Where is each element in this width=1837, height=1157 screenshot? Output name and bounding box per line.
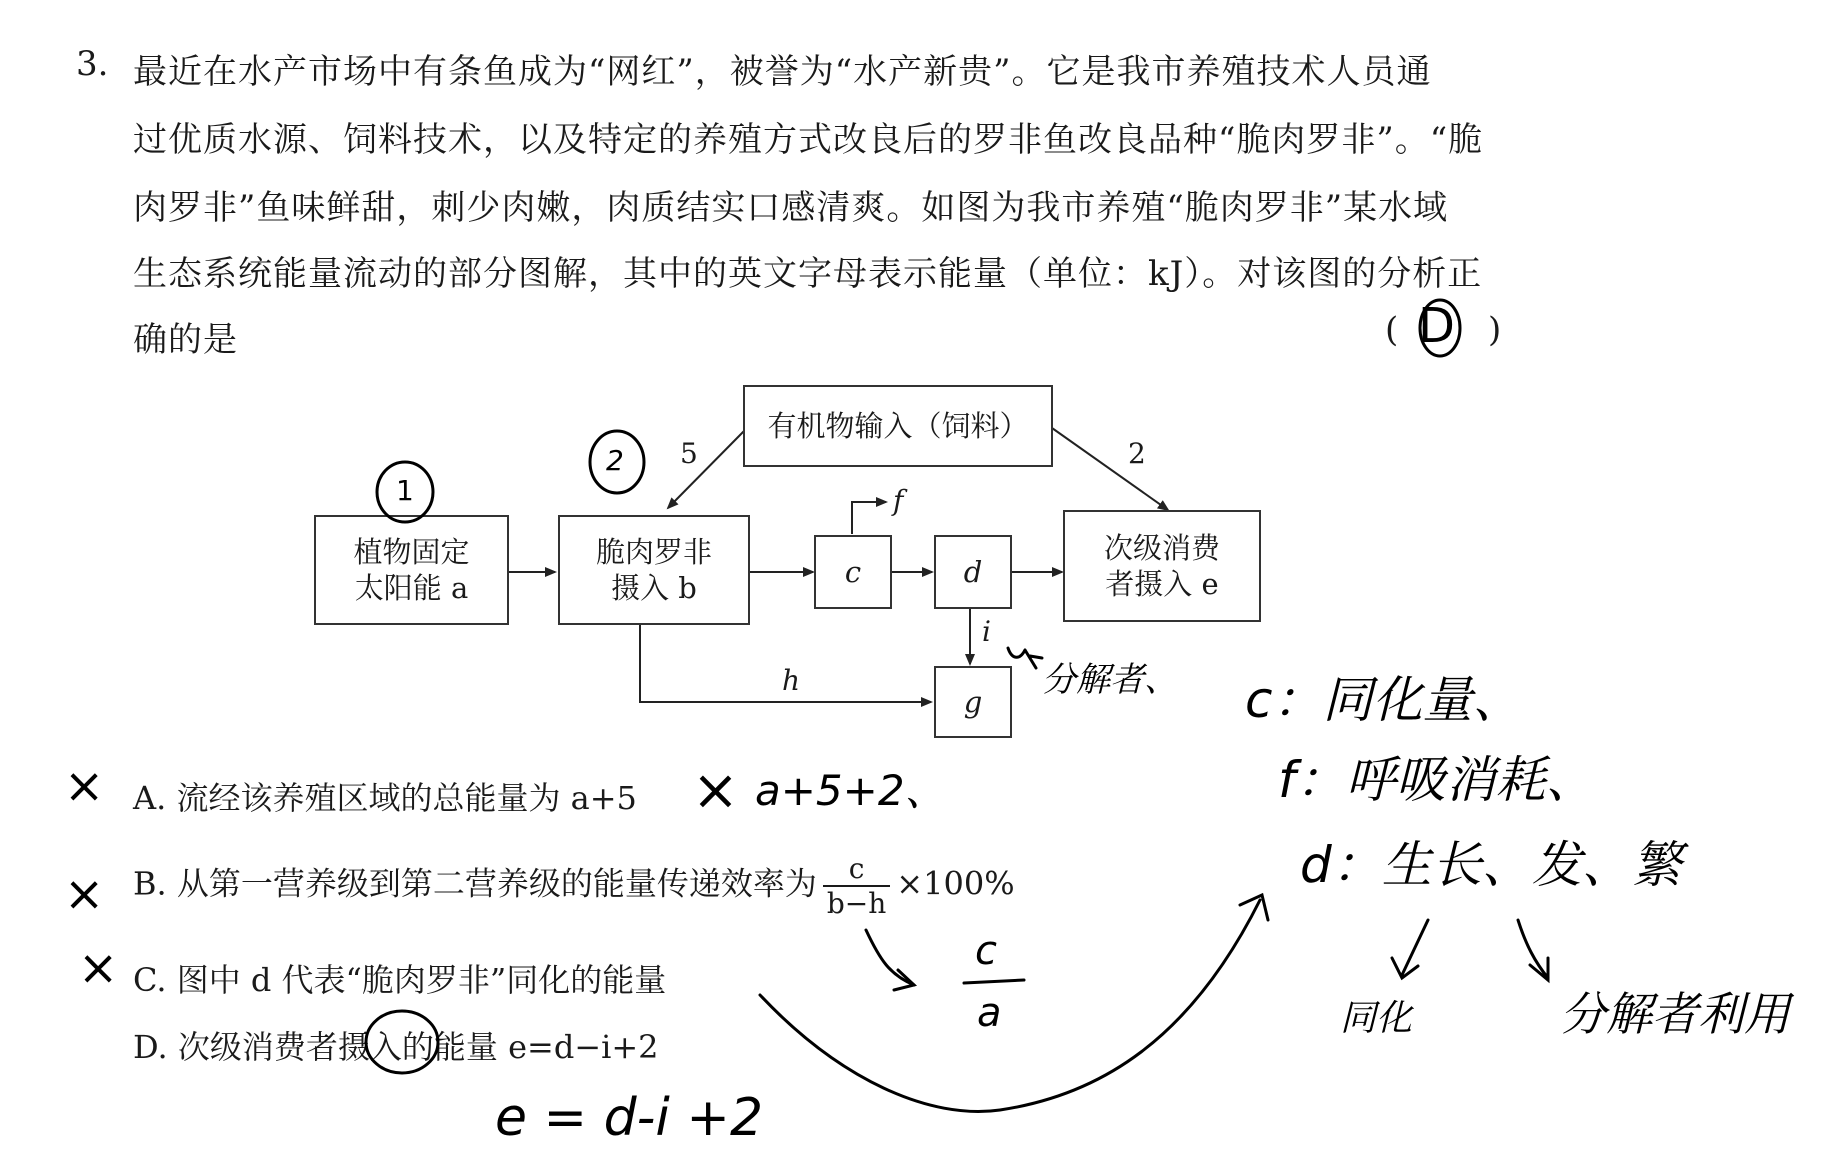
box-d: d — [934, 535, 1012, 609]
d-down-arrow-right — [1518, 920, 1548, 980]
question-number: 3. — [76, 44, 109, 84]
hw-wrong-mark-a-inline: × — [692, 758, 739, 823]
hw-decomposer-note: 分解者、 — [1042, 660, 1178, 700]
answer-paren-open: ( — [1385, 310, 1399, 350]
label-f: f — [893, 484, 904, 517]
label-5: 5 — [680, 437, 698, 470]
d-circle-around-word — [366, 1011, 438, 1073]
option-b-prefix: B. 从第一营养级到第二营养级的能量传递效率为 — [133, 864, 817, 903]
hw-frac-numerator: c — [975, 928, 997, 974]
option-b-numerator: c — [823, 852, 890, 887]
hw-answer: D — [1418, 298, 1455, 354]
hw-plant-mark: 1 — [396, 474, 414, 507]
secondary-box-line1: 次级消费 — [1103, 530, 1220, 565]
hw-wrong-mark-a: × — [64, 758, 105, 814]
box-c: c — [814, 535, 892, 609]
hw-wrong-mark-c: × — [78, 940, 119, 996]
hw-f-note: f：呼吸消耗、 — [1278, 751, 1596, 809]
i-arrow-squiggle — [1008, 648, 1042, 668]
d-to-diagram-curve — [760, 900, 1260, 1112]
hw-frac-denominator: a — [977, 990, 1002, 1036]
option-d-suffix: 的能量 e=d−i+2 — [401, 1028, 659, 1066]
answer-paren-close: ) — [1488, 310, 1502, 350]
hw-e-formula: e = d-i +2 — [495, 1088, 764, 1148]
option-b-suffix: ×100% — [896, 864, 1015, 903]
option-d-prefix: D. 次级消费者 — [133, 1028, 338, 1066]
option-d-circled-word: 摄入 — [337, 1028, 402, 1066]
secondary-box-line2: 者摄入 e — [1105, 567, 1219, 601]
box-g: g — [934, 666, 1012, 738]
hw-wrong-mark-b: × — [64, 866, 105, 922]
question-line-4: 生态系统能量流动的部分图解，其中的英文字母表示能量（单位：kJ）。对该图的分析正 — [133, 254, 1483, 294]
hw-d-note: d：生长、发、繁 — [1300, 836, 1682, 894]
label-2: 2 — [1128, 437, 1146, 470]
hw-c-note: c：同化量、 — [1245, 671, 1523, 729]
plant-box-line1: 植物固定 — [353, 534, 470, 569]
question-line-2: 过优质水源、饲料技术，以及特定的养殖方式改良后的罗非鱼改良品种“脆肉罗非”。“脆 — [133, 120, 1484, 160]
hw-a-correction: a+5+2、 — [755, 766, 947, 815]
option-c: C. 图中 d 代表“脆肉罗非”同化的能量 — [133, 961, 667, 999]
hw-fenjie-liyong: 分解者利用 — [1560, 987, 1790, 1041]
d-curve-arrowhead — [1240, 895, 1268, 920]
option-a: A. 流经该养殖区域的总能量为 a+5 — [133, 779, 637, 817]
option-b-denominator: b−h — [826, 887, 887, 920]
d-down-arrow-left — [1392, 920, 1428, 978]
label-h: h — [782, 664, 801, 697]
question-line-5: 确的是 — [133, 320, 238, 360]
label-i: i — [982, 615, 991, 648]
hw-tongzhi: 同化 — [1340, 998, 1413, 1039]
frac-bar — [964, 980, 1024, 983]
fish-box-line2: 摄入 b — [611, 571, 697, 605]
plant-box-line2: 太阳能 a — [354, 571, 469, 605]
fish-box-line1: 脆肉罗非 — [595, 534, 712, 569]
question-line-1: 最近在水产市场中有条鱼成为“网红”，被誉为“水产新贵”。它是我市养殖技术人员通 — [133, 52, 1432, 92]
organic-input-box: 有机物输入（饲料） — [743, 385, 1053, 467]
hw-fish-mark: 2 — [606, 444, 624, 477]
question-line-3: 肉罗非”鱼味鲜甜，刺少肉嫩，肉质结实口感清爽。如图为我市养殖“脆肉罗非”某水域 — [133, 188, 1449, 228]
